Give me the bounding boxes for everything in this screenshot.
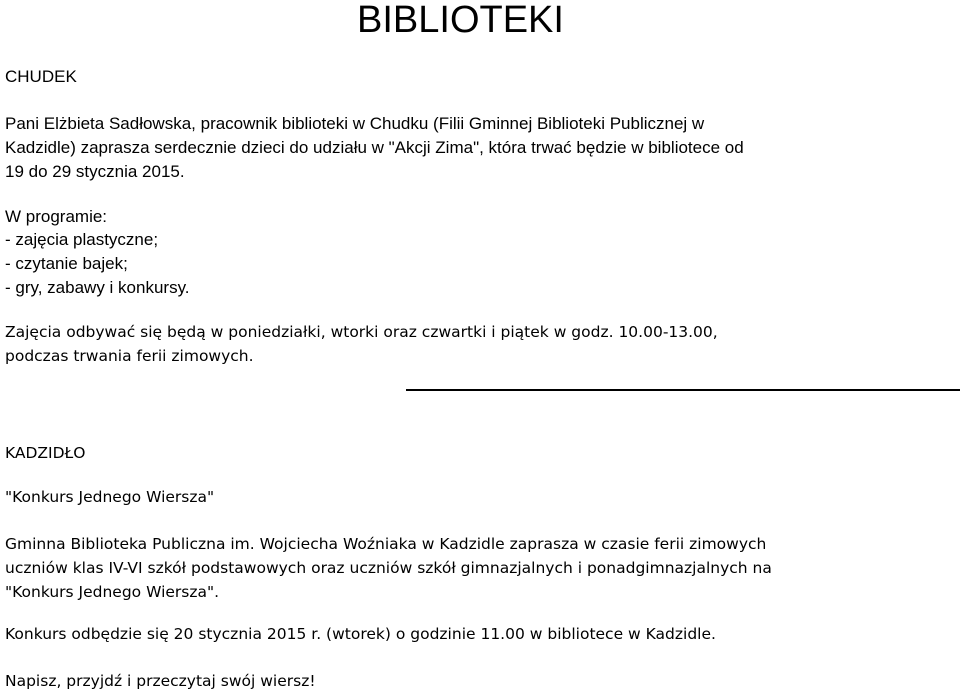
program-item: - czytanie bajek; [5, 254, 128, 273]
contest-title: "Konkurs Jednego Wiersza" [5, 488, 215, 506]
intro-line-3: 19 do 29 stycznia 2015. [5, 162, 185, 181]
intro-line-2: Kadzidle) zaprasza serdecznie dzieci do udziału w "Akcji Zima", która trwać będzie w bibliotece od [5, 138, 744, 157]
program-title: W programie: [5, 207, 108, 226]
program-item: - gry, zabawy i konkursy. [5, 278, 190, 297]
contest-date-line: Konkurs odbędzie się 20 stycznia 2015 r. (wtorek) o godzinie 11.00 w bibliotece w Kadzidle. [5, 625, 716, 643]
closing-line: Napisz, przyjdź i przeczytaj swój wiersz! [5, 672, 316, 690]
invitation-line-1: Gminna Biblioteka Publiczna im. Wojciecha Woźniaka w Kadzidle zaprasza w czasie ferii zimowych [5, 535, 767, 553]
schedule-line-1: Zajęcia odbywać się będą w poniedziałki, wtorki oraz czwartki i piątek w godz. 10.00-13.00, [5, 323, 718, 341]
intro-line-1: Pani Elżbieta Sadłowska, pracownik biblioteki w Chudku (Filii Gminnej Biblioteki Publicznej w [5, 114, 705, 133]
schedule-line-2: podczas trwania ferii zimowych. [5, 347, 254, 365]
section-divider [406, 389, 960, 391]
section-heading-kadzidlo: KADZIDŁO [5, 444, 86, 462]
invitation-line-3: "Konkurs Jednego Wiersza". [5, 583, 220, 601]
invitation-line-2: uczniów klas IV-VI szkół podstawowych oraz uczniów szkół gimnazjalnych i ponadgimnazjalnych na [5, 559, 772, 577]
section-heading-chudek: CHUDEK [5, 67, 77, 86]
page-title: BIBLIOTEKI [357, 0, 564, 41]
program-item: - zajęcia plastyczne; [5, 230, 159, 249]
